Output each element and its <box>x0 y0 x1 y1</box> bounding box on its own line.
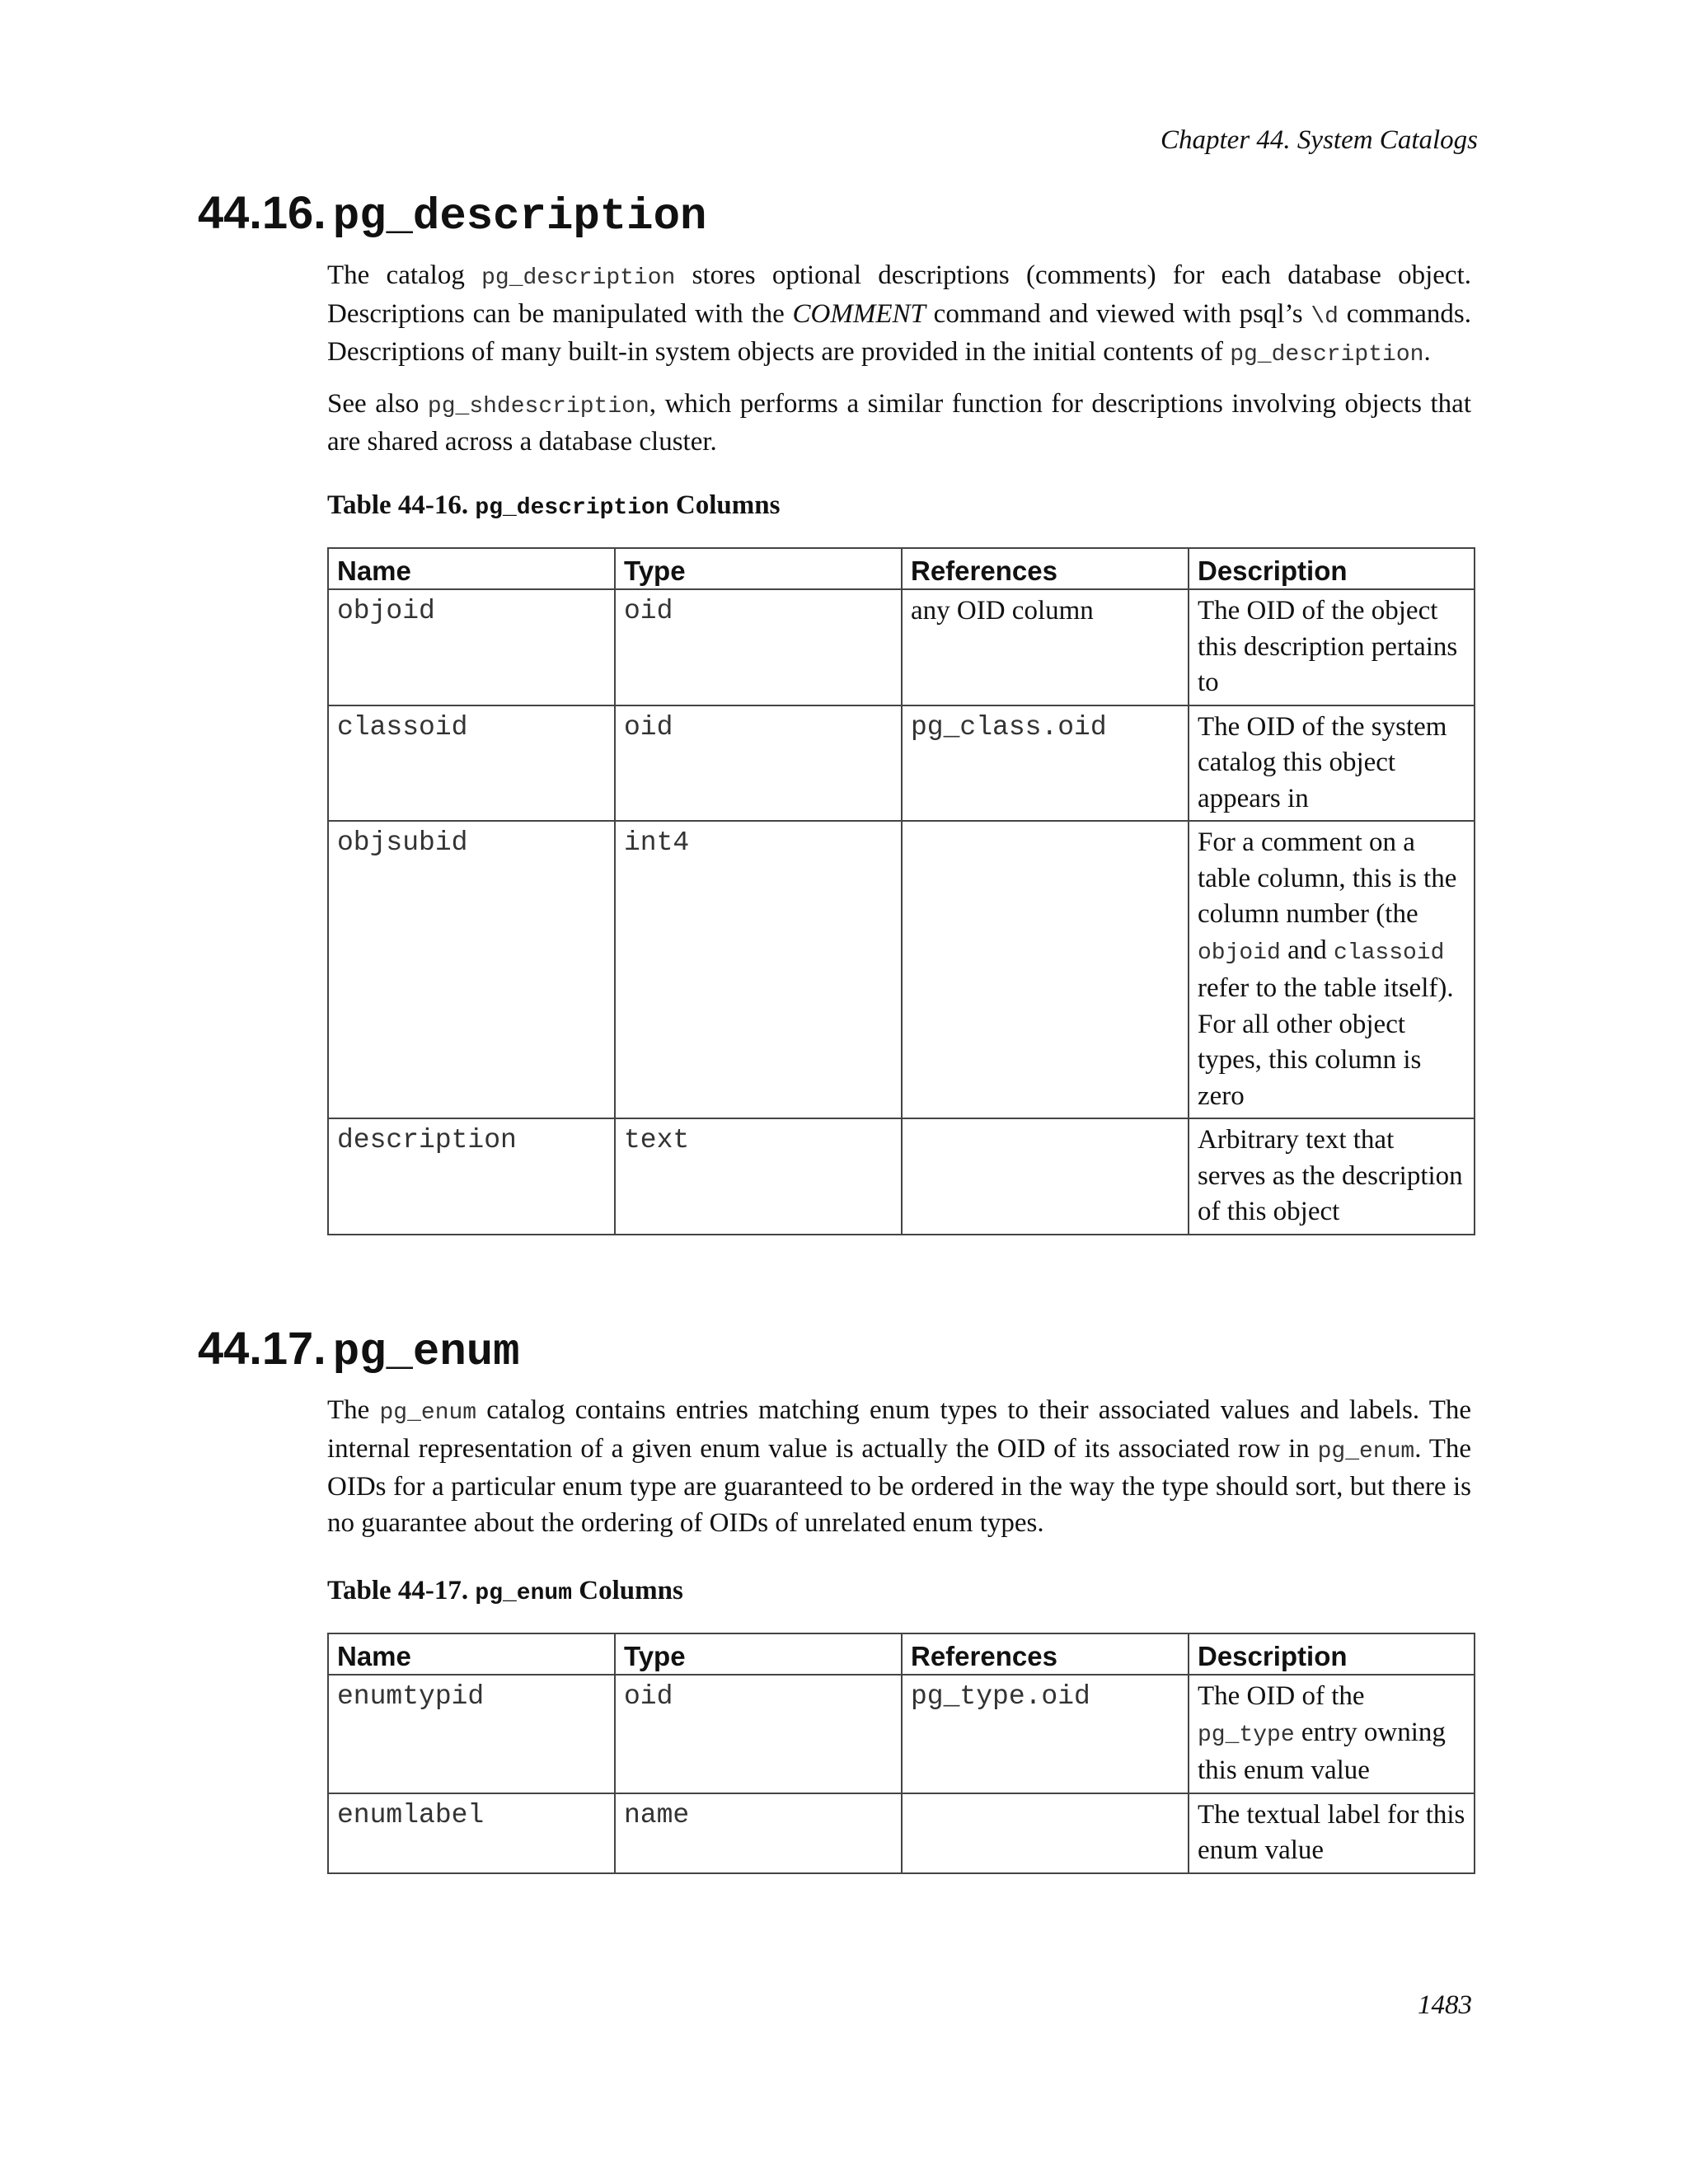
table-row <box>328 821 1475 1118</box>
table-row <box>328 1118 1475 1235</box>
cell-name: objoid <box>328 589 615 705</box>
column-header-name: Name <box>328 1633 615 1675</box>
table-header-row <box>328 1633 1475 1675</box>
cell-description: The textual label for this enum value <box>1189 1793 1475 1873</box>
cell-type: oid <box>615 705 902 822</box>
column-header-references: References <box>902 548 1189 589</box>
table-caption-44-17: Table 44-17. pg_enum Columns <box>327 1576 683 1606</box>
columns-table-pg-enum <box>327 1633 1475 1874</box>
cell-name: classoid <box>328 705 615 822</box>
cell-references: any OID column <box>902 589 1189 705</box>
column-header-description: Description <box>1189 548 1475 589</box>
chapter-header: Chapter 44. System Catalogs <box>1160 125 1478 155</box>
cell-references <box>902 821 1189 1118</box>
cell-references <box>902 1118 1189 1235</box>
column-header-description: Description <box>1189 1633 1475 1675</box>
cell-name: objsubid <box>328 821 615 1118</box>
section-body-pg-description <box>327 258 1471 474</box>
intro-paragraph: The catalog pg_description stores optional descriptions (comments) for each database object. Descriptions can be manipulated with the COMMENT command and viewed with psql’s \d commands. Descriptions of many built-in system objects are provided in the initial contents of pg_description. <box>327 260 1471 368</box>
section-title-pg-description <box>198 185 706 242</box>
columns-table-pg-description <box>327 547 1475 1235</box>
cell-description: For a comment on a table column, this is the column number (the objoid and classoid refer to the table itself). For all other object types, this column is zero <box>1189 821 1475 1118</box>
cell-type: oid <box>615 1675 902 1793</box>
section-title-pg-enum <box>198 1321 520 1378</box>
intro-paragraph: The pg_enum catalog contains entries matching enum types to their associated values and labels. The internal representation of a given enum value is actually the OID of its associated row in pg_enum. The OIDs for a particular enum type are guaranteed to be ordered in the way the type should sort, but there is no guarantee about the ordering of OIDs of unrelated enum types. <box>327 1395 1472 1538</box>
section-name: pg_description <box>332 192 707 242</box>
cell-references <box>902 1793 1189 1873</box>
cell-type: text <box>615 1118 902 1235</box>
cell-type: name <box>615 1793 902 1873</box>
section-body-pg-enum <box>327 1393 1471 1554</box>
cell-type: oid <box>615 589 902 705</box>
table-row <box>328 705 1475 822</box>
cell-references: pg_type.oid <box>902 1675 1189 1793</box>
column-header-references: References <box>902 1633 1189 1675</box>
cell-description: The OID of the pg_type entry owning this enum value <box>1189 1675 1475 1793</box>
table-header-row <box>328 548 1475 589</box>
column-header-type: Type <box>615 548 902 589</box>
cell-type: int4 <box>615 821 902 1118</box>
cell-references: pg_class.oid <box>902 705 1189 822</box>
cell-description: Arbitrary text that serves as the description of this object <box>1189 1118 1475 1235</box>
section-number: 44.16. <box>198 186 326 238</box>
cell-name: enumlabel <box>328 1793 615 1873</box>
cell-description: The OID of the system catalog this object appears in <box>1189 705 1475 822</box>
section-name: pg_enum <box>332 1328 520 1378</box>
column-header-name: Name <box>328 548 615 589</box>
see-also-paragraph: See also pg_shdescription, which performs a similar function for descriptions involving objects that are shared across a database cluster. <box>327 388 1471 457</box>
table-caption-44-16: Table 44-16. pg_description Columns <box>327 490 781 521</box>
table-row <box>328 589 1475 705</box>
cell-name: enumtypid <box>328 1675 615 1793</box>
table-wrapper-44-16 <box>327 547 1471 1235</box>
section-number: 44.17. <box>198 1322 326 1374</box>
column-header-type: Type <box>615 1633 902 1675</box>
page-number: 1483 <box>1418 1990 1472 2020</box>
table-wrapper-44-17 <box>327 1633 1471 1874</box>
table-row <box>328 1793 1475 1873</box>
cell-description: The OID of the object this description pertains to <box>1189 589 1475 705</box>
cell-name: description <box>328 1118 615 1235</box>
table-row <box>328 1675 1475 1793</box>
